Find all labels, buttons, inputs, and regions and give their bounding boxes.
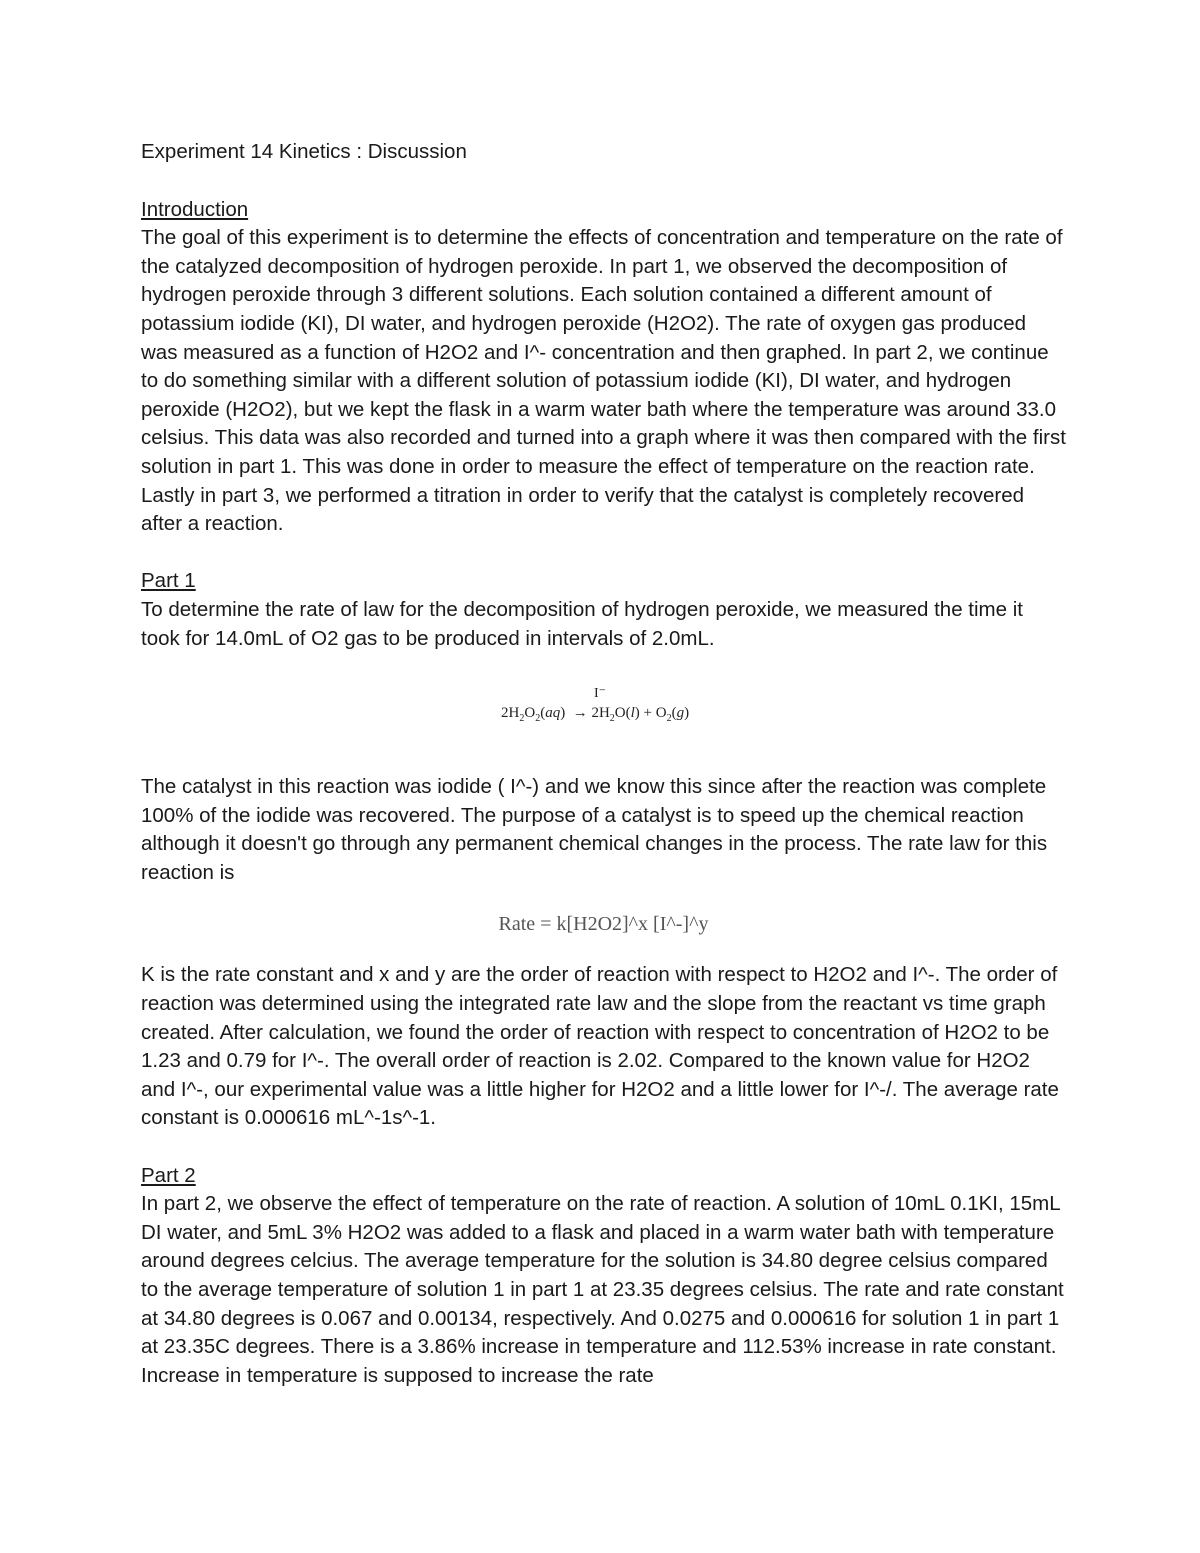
- part2-heading: Part 2: [141, 1163, 196, 1187]
- document-title: Experiment 14 Kinetics : Discussion: [141, 140, 467, 163]
- rate-law-equation: [141, 887, 1066, 961]
- paragraph-spacer: [141, 1133, 1066, 1162]
- rate-law-text: Rate = k[H2O2]^x [I^-]^y: [498, 912, 709, 935]
- equation-catalyst: I⁻: [594, 686, 607, 702]
- decomposition-equation-image: [141, 686, 1066, 751]
- part1-paragraph-3: K is the rate constant and x and y are the order of reaction with respect to H2O2 and I^-. The order of reaction was determined using the integrated rate law and the slope from the reactant vs time graph created. After calculation, we found the order of reaction with respect to concentration of H2O2 to be 1.23 and 0.79 for I^-. The overall order of reaction is 2.02. Compared to the known value for H2O2 and I^-, our experimental value was a little higher for H2O2 and a little lower for I^-/. The average rate constant is 0.000616 mL^-1s^-1.: [141, 963, 1059, 1130]
- part2-paragraph: In part 2, we observe the effect of temperature on the rate of reaction. A solution of 10mL 0.1KI, 15mL DI water, and 5mL 3% H2O2 was added to a flask and placed in a warm water bath with temperature around degrees celcius. The average temperature for the solution is 34.80 degree celsius compared to the average temperature of solution 1 in part 1 at 23.35 degrees celsius. The rate and rate constant at 34.80 degrees is 0.067 and 0.00134, respectively. And 0.0275 and 0.000616 for solution 1 in part 1 at 23.35C degrees. There is a 3.86% increase in temperature and 112.53% increase in rate constant. Increase in temperature is supposed to increase the rate: [141, 1192, 1064, 1387]
- part1-heading: Part 1: [141, 569, 196, 593]
- paragraph-spacer: [141, 539, 1066, 568]
- part1-paragraph-2: The catalyst in this reaction was iodide ( I^-) and we know this since after the reaction was complete 100% of the iodide was recovered. The purpose of a catalyst is to speed up the chemical reaction although it doesn't go through any permanent chemical changes in the process. The rate law for this reaction is: [141, 775, 1048, 884]
- document-page: [141, 138, 1066, 1390]
- introduction-heading: Introduction: [141, 197, 249, 221]
- part1-paragraph-1: To determine the rate of law for the decomposition of hydrogen peroxide, we measured the time it took for 14.0mL of O2 gas to be produced in intervals of 2.0mL.: [141, 597, 1023, 650]
- introduction-paragraph: The goal of this experiment is to determine the effects of concentration and temperature on the rate of the catalyzed decomposition of hydrogen peroxide. In part 1, we observed the decomposition of hydrogen peroxide through 3 different solutions. Each solution contained a different amount of potassium iodide (KI), DI water, and hydrogen peroxide (H2O2). The rate of oxygen gas produced was measured as a function of H2O2 and I^- concentration and then graphed. In part 2, we continue to do something similar with a different solution of potassium iodide (KI), DI water, and hydrogen peroxide (H2O2), but we kept the flask in a warm water bath where the temperature was around 33.0 celsius. This data was also recorded and turned into a graph where it was then compared with the first solution in part 1. This was done in order to measure the effect of temperature on the reaction rate. Lastly in part 3, we performed a titration in order to verify that the catalyst is completely recovered after a reaction.: [141, 226, 1066, 536]
- equation-body: $2H_2O_2(aq) \to 2H_2O(l) + O_2(g)$: [501, 705, 690, 725]
